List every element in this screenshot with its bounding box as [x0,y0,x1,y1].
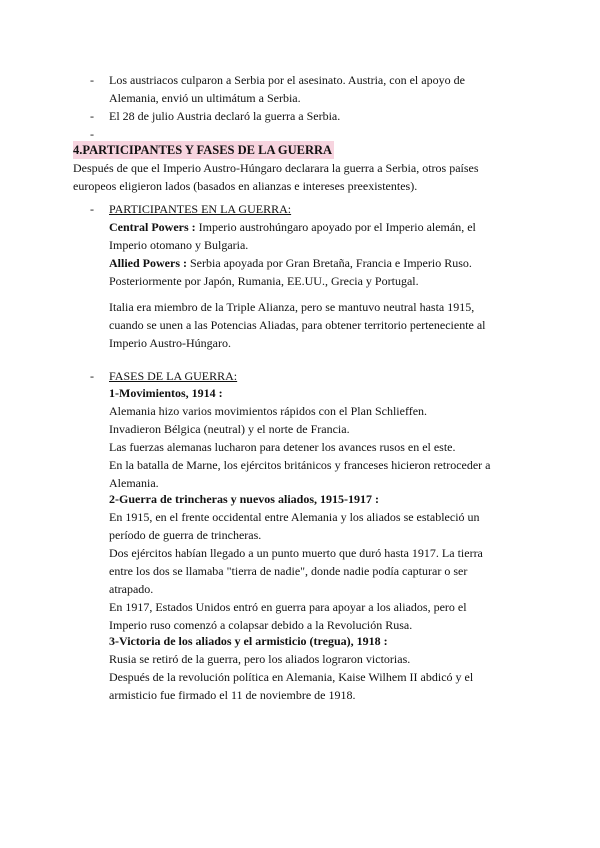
subsection-title: PARTICIPANTES EN LA GUERRA: [109,202,292,216]
paragraph-line: período de guerra de trincheras. [109,528,262,542]
section-heading: 4.PARTICIPANTES Y FASES DE LA GUERRA [73,143,333,157]
paragraph-line: Rusia se retiró de la guerra, pero los aliados lograron victorias. [109,652,411,666]
paragraph-line: En 1915, en el frente occidental entre Alemania y los aliados se estableció un [109,510,480,524]
bullet-text: Los austriacos culparon a Serbia por el asesinato. Austria, con el apoyo de [109,73,465,87]
bullet-marker: - [90,202,94,216]
allied-powers-label: Allied Powers : [109,256,187,270]
paragraph-line: entre los dos se llamaba "tierra de nadie", donde nadie podía capturar o ser [109,564,468,578]
paragraph-line: En la batalla de Marne, los ejércitos británicos y franceses hicieron retroceder a [109,458,491,472]
bullet-text: El 28 de julio Austria declaró la guerra a Serbia. [109,109,341,123]
paragraph-line: Italia era miembro de la Triple Alianza, pero se mantuvo neutral hasta 1915, [109,300,475,314]
paragraph-line: Dos ejércitos habían llegado a un punto muerto que duró hasta 1917. La tierra [109,546,483,560]
paragraph-line: Imperio Austro-Húngaro. [109,336,231,350]
paragraph-line: Después de la revolución política en Alemania, Kaise Wilhem II abdicó y el [109,670,474,684]
paragraph-line: Imperio otomano y Bulgaria. [109,238,249,252]
phase-title: 3-Victoria de los aliados y el armisticio (tregua), 1918 : [109,634,388,648]
paragraph-line: cuando se unen a las Potencias Aliadas, para obtener territorio perteneciente al [109,318,486,332]
paragraph-line: Invadieron Bélgica (neutral) y el norte de Francia. [109,422,350,436]
paragraph-line: Imperio ruso comenzó a colapsar debido a la Revolución Rusa. [109,618,413,632]
central-powers-line: Central Powers : Imperio austrohúngaro apoyado por el Imperio alemán, el [109,220,476,234]
bullet-marker: - [90,73,94,87]
paragraph-line: atrapado. [109,582,154,596]
paragraph-line: En 1917, Estados Unidos entró en guerra para apoyar a los aliados, pero el [109,600,467,614]
phase-title: 1-Movimientos, 1914 : [109,386,223,400]
intro-text: Después de que el Imperio Austro-Húngaro declarara la guerra a Serbia, otros países [73,161,479,175]
paragraph-line: Alemania hizo varios movimientos rápidos con el Plan Schlieffen. [109,404,428,418]
allied-powers-line: Allied Powers : Serbia apoyada por Gran Bretaña, Francia e Imperio Ruso. [109,256,472,270]
paragraph-line: Las fuerzas alemanas lucharon para detener los avances rusos en el este. [109,440,456,454]
paragraph-line: armisticio fue firmado el 11 de noviembre de 1918. [109,688,356,702]
bullet-text: Alemania, envió un ultimátum a Serbia. [109,91,301,105]
paragraph-line: Posteriormente por Japón, Rumania, EE.UU., Grecia y Portugal. [109,274,419,288]
subsection-title: FASES DE LA GUERRA: [109,369,238,383]
bullet-marker: - [90,127,94,141]
phase-title: 2-Guerra de trincheras y nuevos aliados, 1915-1917 : [109,492,379,506]
central-powers-label: Central Powers : [109,220,196,234]
paragraph-line: Alemania. [109,476,159,490]
bullet-marker: - [90,109,94,123]
intro-text: europeos eligieron lados (basados en alianzas e intereses preexistentes). [73,179,418,193]
bullet-marker: - [90,369,94,383]
